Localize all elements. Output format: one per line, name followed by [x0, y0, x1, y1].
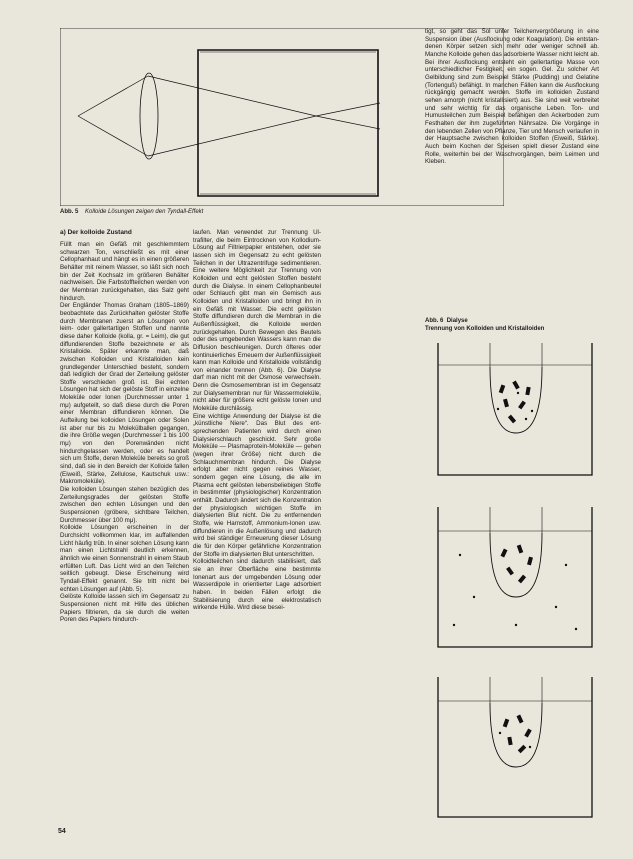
lens-shape: [140, 73, 158, 159]
paragraph: Die kolloiden Lösungen stehen bezüglich des Zerteilungsgrades der gelösten Stoffe zwischen den echten Lösungen und den Suspensionen (gröbere, sichtbare Teilchen, Durchmesser über 100 mμ).: [60, 486, 189, 524]
section-heading: a) Der kolloide Zustand: [60, 229, 132, 236]
beaker-1: [438, 343, 592, 475]
figure5-text: Kolloide Lösungen zeigen den Tyndall-Effekt: [85, 209, 204, 215]
beaker-3: [438, 677, 592, 817]
paragraph: tigt, so geht das Sol unter Teilchenvergrößerung in eine Suspension über (Ausflockung oder Koagulation). Die entstandenen Körper setzen sich mehr oder weniger schnell ab. Manche Kolloide gehen das adsorbierte Wasser nicht leicht ab. Bei ihrer Ausflockung entsteht ein gellertartige Masse von unterschiedlicher Festigkeit, ein sogen. Gel. Zu solcher Art Gelbildung sind zum Beispiel Stärke (Pudding) und Gelatine (Tortenguß) befähigt. In manchen Fällen kann die Ausflockung rückgängig gemacht werden. Stoffe im kolloiden Zustand sehen amorph (nicht kristallisiert) aus. Sie sind weit verbreitet und sehr wichtig für das organische Leben. Ton- und Humusteilchen zum Beispiel befähigen den Ackerboden zum Festhalten der ihm zugeführten Nährsalze. Die Vorgänge in den lebenden Zellen von Pflanze, Tier und Mensch verlaufen in der Hauptsache zwischen kolloiden Stoffen (Eiweiß, Stärke). Auch beim Kochen der Speisen spielt dieser Zustand eine Rolle, weiterhin bei der Waschvorgängen, beim Leimen und Kleben.: [425, 28, 599, 166]
paragraph: laufen. Man verwendet zur Trennung Ultrafilter, die beim Eintrocknen von Kollodium-Lösung auf Filtrierpapier entstehen, oder sie lassen sich im Gegensatz zu echt gelösten Teilchen in der Ultrazentrifuge sedimentieren. Eine weitere Möglichkeit zur Trennung von Kolloiden und echt gelösten Stoffen besteht durch die Dialyse. In einem Cellophanbeutel oder Schlauch gibt man ein Gemisch aus Kolloiden und Kristalloiden und bringt ihn in ein Gefäß mit Wasser. Die echt gelösten Stoffe diffundieren durch die Membran in die Außenflüssigkeit, die Kolloide werden zurückgehalten. Durch Bewegen des Beutels oder des umgebenden Wassers kann man die Diffusion beschleunigen. Durch öfteres oder kontinuierliches Erneuern der Außenflüssigkeit kann man Kolloide und Kristalloide vollständig von einander trennen (Abb. 6). Die Dialyse darf man nicht mit der Osmose verwechseln. Denn die Osmosemembran ist im Gegensatz zur Dialysemembran nur für Wassermoleküle, nicht aber für größere echt gelöste Ionen und Moleküle durchlässig.: [193, 229, 321, 413]
dialysis-figure: [430, 335, 600, 835]
light-cone-lines: [78, 76, 380, 156]
figure6-caption: [425, 318, 468, 324]
paragraph: Der Engländer Thomas Graham (1805–1869) beobachtete das Zurückhalten gelöster Stoffe durch Membranen zuerst an Lösungen von leim- oder gallertartigen Stoffen und nannte diese daher Kolloide (kolla, gr. = Leim), die gut diffundierenden Stoffe bezeichnete er als Kristalloide. Später erkannte man, daß zwischen Kolloiden und Kristalloiden kein grundlegender Unterschied besteht, sondern daß lediglich der Grad der Zerteilung gelöster Stoffe verschieden groß ist. Bei echten Lösungen hat sich der gelöste Stoff in einzelne Moleküle oder Ionen (Durchmesser unter 1 mμ) aufgeteilt, so daß diese durch die Poren einer Membran diffundieren können. Die Aufteilung bei kolloiden Lösungen oder Solen ist aber nur bis zu Molekülballen gegangen, die ihre Größe wegen (Durchmesser 1 bis 100 mμ) von den Porenwänden nicht hindurchgelassen werden, oder es handelt sich um Stoffe, deren Moleküle bereits so groß sind, daß sie in den Bereich der Kolloide fallen (Eiweiß, Stärke, Zellulose, Kautschuk usw.: Makromoleküle).: [60, 302, 189, 486]
paragraph: Füllt man ein Gefäß mit geschlemmtem schwarzen Ton, verschließt es mit einer Cellophanhaut und hängt es in einen größeren Behälter mit reinem Wasser, so läßt sich noch bin der Zeit Kochsalz im größeren Behälter nachweisen. Die Farbstoffteilchen werden von der Membran zurückgehalten, das Salz geht hindurch.: [60, 241, 189, 302]
paragraph: Gelöste Kolloide lassen sich im Gegensatz zu Suspensionen nicht mit Hilfe des üblichen Papiers filtrieren, da sie durch die weiten Poren des Papiers hindurch-: [60, 593, 189, 624]
figure5-label: Abb. 5: [60, 209, 79, 215]
figure5-caption: [60, 209, 203, 215]
paragraph: Kolloide Lösungen erscheinen in der Durchsicht vollkommen klar, im auffallenden Licht häufig trüb. In einer solchen Lösung kann man einen Lichtstrahl deutlich erkennen, ähnlich wie einen Sonnenstrahl in einem Staub erfüllten Luft. Das Licht wird an den Teilchen seitlich gebeugt. Diese Erscheinung wird Tyndall-Effekt genannt. Sie tritt nicht bei echten Lösungen auf (Abb. 5).: [60, 524, 189, 593]
figure6-label: Abb. 6: [425, 318, 444, 324]
paragraph: Kolloidteilchen sind dadurch stabilisiert, daß sie an ihrer Oberfläche eine bestimmte Ionenart aus der umgebenden Lösung oder Wasserdipole in orientierter Lage adsorbiert haben. In beiden Fällen erfolgt die Stabilisierung durch eine elektrostatisch wirkende Hülle. Wird diese besei-: [193, 558, 321, 612]
paragraph: Eine wichtige Anwendung der Dialyse ist die „künstliche Niere“. Das Blut des entsprechenden Patienten wird durch einen Dialysierschlauch geschickt. Sehr große Moleküle — Plasmaprotein-Moleküle — gehen (wegen ihrer Größe) nicht durch die Schlauchmembran hindurch. Die Dialyse erfolgt aber nicht gegen reines Wasser, sondern gegen eine Lösung, die alle im Plasma echt gelösten lebensbeliebigen Stoffe in bestimmter (physiologischer) Konzentration enthält. Dadurch ändert sich die Konzentration der physiologisch wichtigen Stoffe im dialysierten Blut nicht. Die zu entfernenden Stoffe, wie Harnstoff, Ammonium-Ionen usw. diffundieren in die Außenlösung und dadurch wird bei ständiger Erneuerung dieser Lösung die für den Körper gefährliche Konzentration der Stoffe im dialysierten Blut unterschritten.: [193, 412, 321, 558]
colloid-particles-2: [453, 545, 577, 631]
page-number: 54: [58, 828, 66, 835]
figure6-subtitle: Trennung von Kolloiden und Kristalloiden: [425, 326, 545, 332]
figure6-title: Dialyse: [446, 318, 468, 324]
text-column-1: [60, 241, 189, 831]
text-column-2: [193, 229, 321, 829]
colloid-particles-1: [497, 381, 533, 424]
colloid-particles-3: [499, 715, 532, 754]
beaker-2: [438, 507, 592, 647]
text-column-3: [425, 28, 599, 310]
